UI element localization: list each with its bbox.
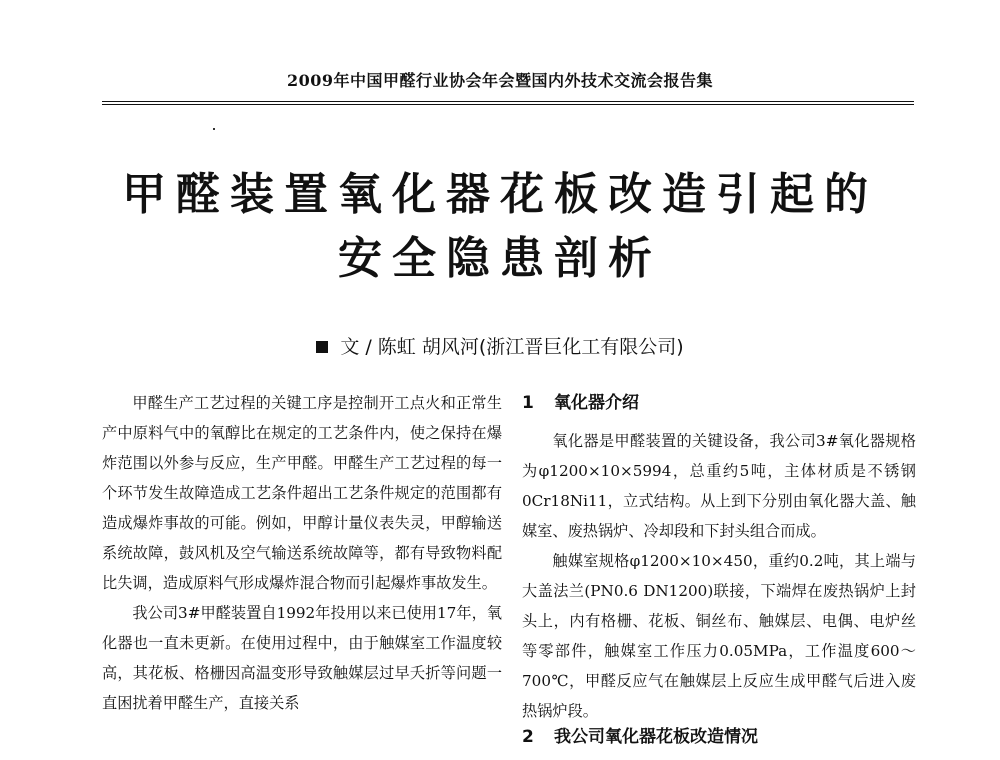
section-number: 2 — [522, 727, 534, 747]
header-rule — [102, 101, 914, 102]
body-paragraph: 氧化器是甲醛装置的关键设备，我公司3#氧化器规格为φ1200×10×5994，总重约5吨，主体材质是不锈钢0Cr18Ni11，立式结构。从上到下分别由氧化器大盖、触媒室、废热锅炉、冷却段和下封头组合而成。 — [522, 432, 916, 540]
body-paragraph: 甲醛生产工艺过程的关键工序是控制开工点火和正常生产中原料气中的氧醇比在规定的工艺条件内，使之保持在爆炸范围以外参与反应，生产甲醛。甲醛生产工艺过程的每一个环节发生故障造成工艺条件超出工艺条件规定的范围都有造成爆炸事故的可能。例如，甲醇计量仪表失灵，甲醇输送系统故障，鼓风机及空气输送系统故障等，都有导致物料配比失调，造成原料气形成爆炸混合物而引起爆炸事故发生。 — [102, 394, 502, 592]
right-column — [522, 388, 916, 726]
header-rule-thin — [102, 104, 914, 105]
section-heading-2 — [522, 722, 758, 747]
section-title: 我公司氧化器花板改造情况 — [554, 727, 758, 747]
paper-title-line-2: 安全隐患剖析 — [338, 233, 662, 284]
byline — [0, 332, 1000, 359]
square-bullet-icon — [316, 341, 328, 353]
body-paragraph: 我公司3#甲醛装置自1992年投用以来已使用17年，氧化器也一直未更新。在使用过程中，由于触媒室工作温度较高，其花板、格栅因高温变形导致触媒层过早夭折等问题一直困扰着甲醛生产，直接关系 — [102, 604, 502, 712]
left-column — [102, 388, 502, 718]
byline-text: 文 / 陈虹 胡风河(浙江晋巨化工有限公司) — [340, 336, 684, 358]
body-paragraph: 触媒室规格φ1200×10×450，重约0.2吨，其上端与大盖法兰(PN0.6 DN1200)联接，下端焊在废热锅炉上封头上，内有格栅、花板、铜丝布、触媒层、电偶、电炉丝等零部件，触媒室工作压力0.05MPa，工作温度600～700℃，甲醛反应气在触媒层上反应生成甲醛气后进入废热锅炉段。 — [522, 552, 916, 720]
speck — [213, 128, 215, 130]
section-title: 氧化器介绍 — [554, 393, 639, 413]
paper-title-line-1: 甲醛装置氧化器花板改造引起的 — [122, 169, 878, 220]
section-heading-1 — [522, 388, 916, 418]
journal-header: 2009年中国甲醛行业协会年会暨国内外技术交流会报告集 — [286, 71, 714, 90]
section-number: 1 — [522, 393, 534, 413]
